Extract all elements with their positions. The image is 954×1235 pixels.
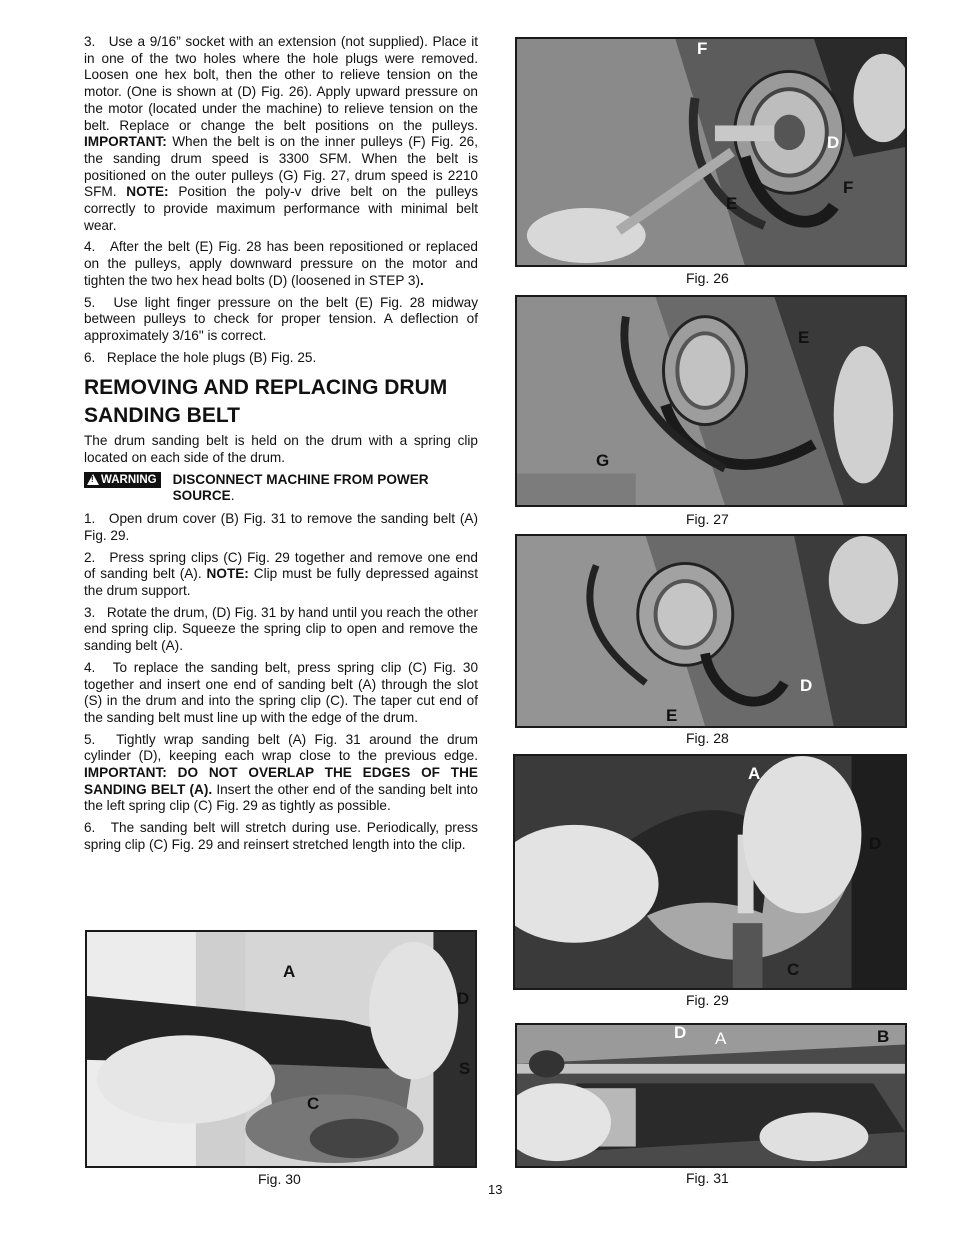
figure-27-caption: Fig. 27 [686, 511, 729, 527]
step-number: 6. [84, 349, 96, 365]
callout-d: D [827, 133, 840, 152]
emphasis-text: NOTE: [126, 184, 169, 200]
figure-30-caption: Fig. 30 [258, 1171, 301, 1187]
step-text: Clip must be fully depressed against the drum support. [84, 566, 478, 598]
step-paragraph [84, 511, 478, 544]
emphasis-text: . [420, 272, 424, 288]
callout-d: D [869, 834, 882, 853]
figure-31-photo [515, 1023, 907, 1168]
step-number: 6. [84, 820, 96, 836]
warning-badge [84, 472, 161, 488]
step-text: Press spring clips (C) Fig. 29 together and remove one end of sanding belt (A). [84, 549, 478, 582]
step-paragraph [84, 350, 478, 367]
figure-28-photo [515, 534, 907, 728]
figure-29-caption: Fig. 29 [686, 992, 729, 1008]
step-text: When the belt is on the inner pulleys (F) Fig. 26, the sanding drum speed is 3300 SFM. When the belt is positioned on the outer pulleys (G) Fig. 27, drum speed is 2210 SFM. [84, 134, 478, 200]
step-list-drum-belt [84, 511, 478, 853]
figure-27-photo [515, 295, 907, 507]
emphasis-text: IMPORTANT: DO NOT OVERLAP THE EDGES OF THE SANDING BELT (A). [84, 765, 478, 797]
step-paragraph [84, 660, 478, 727]
step-paragraph [84, 550, 478, 600]
page-number: 13 [488, 1182, 503, 1197]
callout-f-bottom: F [843, 178, 854, 197]
callout-c: C [787, 960, 800, 979]
figure-28-caption: Fig. 28 [686, 730, 729, 746]
text-column [84, 34, 478, 859]
emphasis-text: IMPORTANT: [84, 134, 167, 150]
callout-g: G [596, 451, 610, 470]
step-paragraph [84, 605, 478, 655]
warning-text-period: . [230, 488, 235, 504]
figure-26-photo [515, 37, 907, 267]
step-paragraph [84, 820, 478, 853]
step-number: 4. [84, 659, 96, 675]
step-paragraph [84, 295, 478, 345]
figure-29-photo [513, 754, 907, 990]
figure-31-caption: Fig. 31 [686, 1170, 729, 1186]
figure-29-illustration [515, 756, 905, 988]
step-text: Insert the other end of the sanding belt into the left spring clip (C) Fig. 29 as tightly as possible. [84, 781, 478, 814]
figure-26-illustration [517, 39, 905, 265]
step-text: Replace the hole plugs (B) Fig. 25. [106, 349, 317, 365]
warning-label: WARNING [101, 473, 157, 486]
callout-d: D [674, 1023, 687, 1042]
step-number: 2. [84, 549, 96, 565]
callout-d: D [457, 989, 470, 1008]
step-number: 4. [84, 239, 96, 255]
step-paragraph [84, 239, 478, 289]
step-text: Rotate the drum, (D) Fig. 31 by hand until you reach the other end spring clip. Squeeze the spring clip to open and remove the sanding belt (A). [84, 604, 478, 654]
callout-d: D [800, 676, 813, 695]
callout-f-top: F [697, 39, 708, 58]
callout-e: E [798, 328, 810, 347]
warning-triangle-icon: ! [87, 474, 99, 485]
step-paragraph [84, 34, 478, 234]
step-list-belt-tension [84, 34, 478, 366]
warning-text: DISCONNECT MACHINE FROM POWER SOURCE [172, 471, 429, 504]
step-text: Use a 9/16” socket with an extension (not supplied). Place it in one of the two holes where the hole plugs were removed. Loosen one hex bolt, then the other to relieve tension on the motor. (One is shown at (D) Fig. 26). Apply upward pressure on the motor (located under the machine) to relieve tension on the belt. Replace or change the belt positions on the pulleys. [84, 34, 478, 133]
callout-b: B [877, 1027, 890, 1046]
step-number: 5. [84, 294, 96, 310]
step-text: After the belt (E) Fig. 28 has been repositioned or replaced on the pulleys, apply downward pressure on the motor and tighten the two hex head bolts (D) (loosened in STEP 3) [84, 239, 478, 288]
callout-a: A [283, 962, 296, 981]
step-paragraph [84, 732, 478, 816]
section-title: REMOVING AND REPLACING DRUM SANDING BELT [84, 376, 448, 428]
callout-c: C [307, 1094, 320, 1113]
callout-a: A [715, 1029, 727, 1048]
figure-31-illustration [517, 1025, 905, 1166]
callout-s: S [459, 1059, 471, 1078]
step-number: 5. [84, 731, 96, 747]
step-text: Open drum cover (B) Fig. 31 to remove the sanding belt (A) Fig. 29. [84, 511, 478, 543]
figure-28-illustration [517, 536, 905, 726]
step-number: 3. [84, 34, 96, 49]
step-text: Tightly wrap sanding belt (A) Fig. 31 around the drum cylinder (D), keeping each wrap close to the previous edge. [84, 731, 478, 764]
callout-a: A [748, 764, 761, 783]
figure-30-photo [85, 930, 477, 1168]
step-text: Use light finger pressure on the belt (E) Fig. 28 midway between pulleys to check for proper tension. A deflection of approximately 3/16" is correct. [84, 294, 478, 343]
callout-e: E [726, 194, 738, 213]
step-number: 1. [84, 511, 96, 527]
emphasis-text: NOTE: [206, 566, 249, 582]
figure-26-caption: Fig. 26 [686, 270, 729, 286]
step-number: 3. [84, 604, 96, 620]
figure-30-illustration [87, 932, 475, 1166]
figure-27-illustration [517, 297, 905, 505]
step-text: To replace the sanding belt, press spring clip (C) Fig. 30 together and insert one end of sanding belt (A) through the slot (S) in the drum and into the spring clip (C). The taper cut end of the sanding belt must line up with the edge of the drum. [84, 659, 479, 725]
step-text: Position the poly-v drive belt on the pulleys correctly to provide maximum performance with minimal belt wear. [84, 184, 478, 233]
callout-e: E [666, 706, 678, 725]
step-text: The sanding belt will stretch during use. Periodically, press spring clip (C) Fig. 29 and reinsert stretched length into the clip. [84, 820, 478, 852]
section-intro: The drum sanding belt is held on the drum with a spring clip located on each side of the drum. [84, 433, 478, 466]
warning-notice [84, 472, 478, 505]
